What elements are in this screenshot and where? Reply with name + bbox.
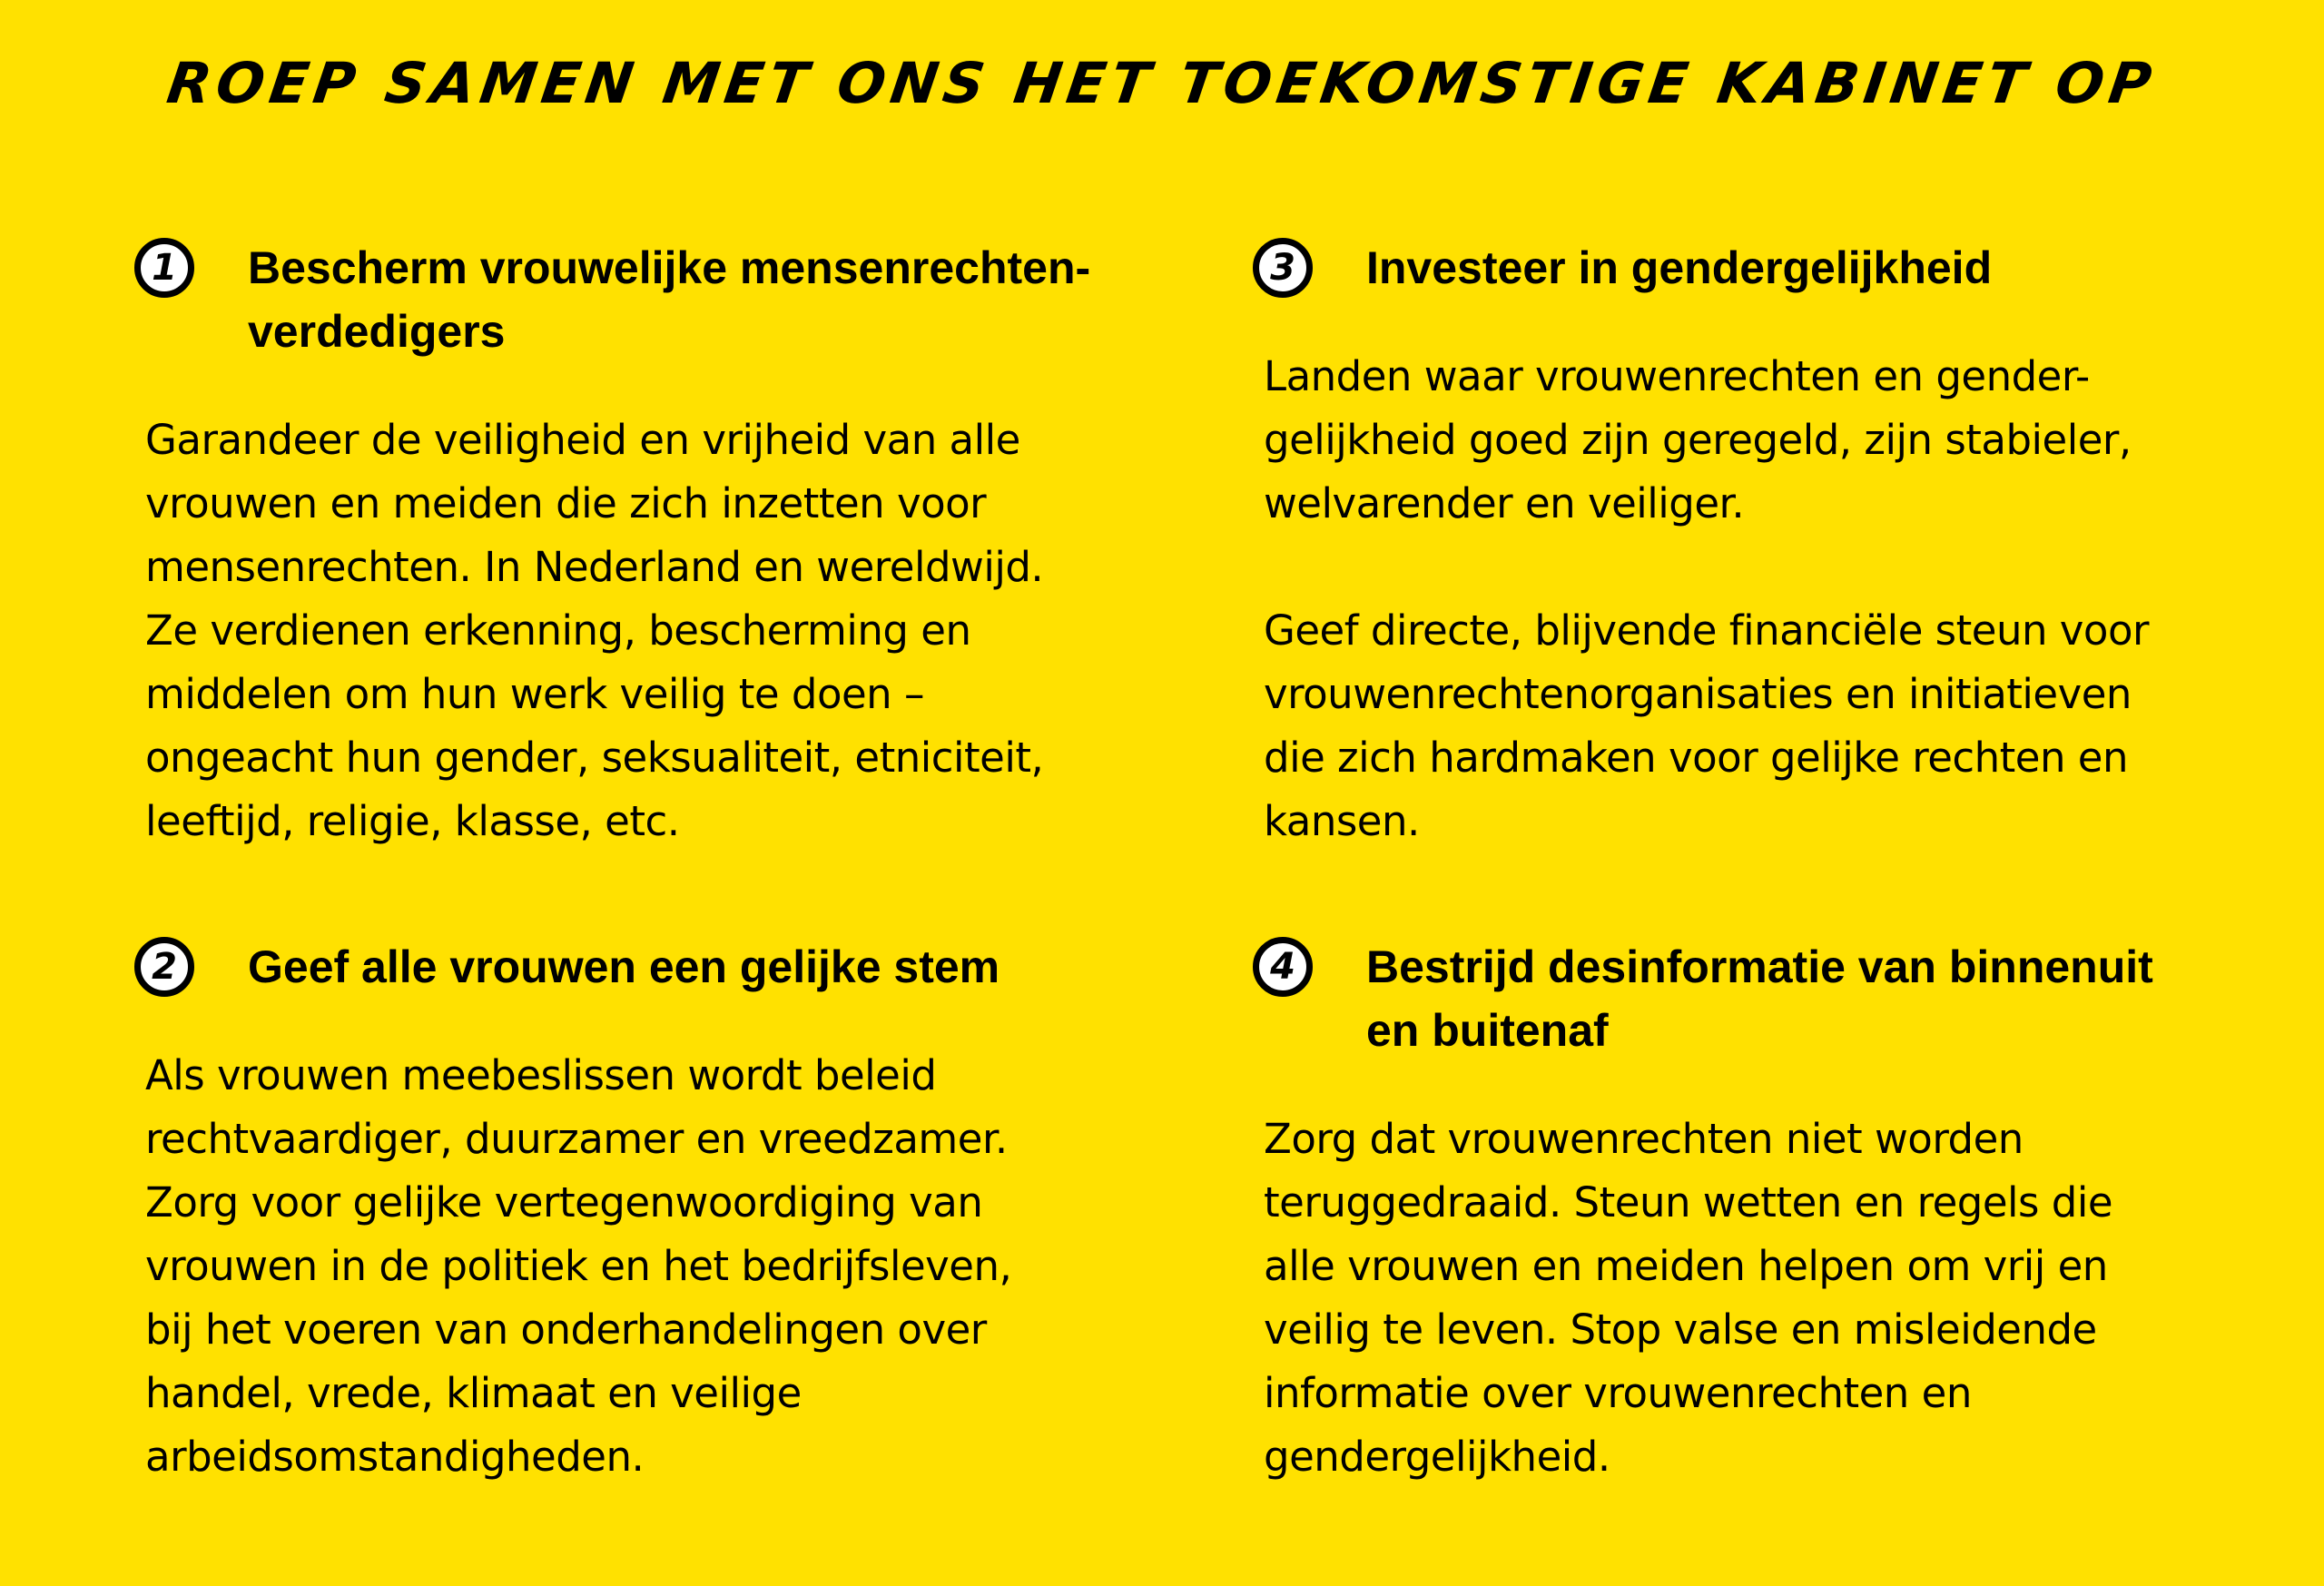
demand-body: Zorg dat vrouwenrechten niet worden teruggedraaid. Steun wetten en regels die alle vrouwen en meiden helpen om vrij en veilig te leven. Stop valse en misleidende informatie over vrouwenrechten en gendergelijkheid. [1264,1115,2113,1481]
demand-body: Als vrouwen meebeslissen wordt beleid rechtvaardiger, duurzamer en vreedzamer. Zorg voor gelijke vertegenwoordiging van vrouwen in de politiek en het bedrijfsleven, bij het voeren van onderhandelingen over handel, vrede, klimaat en veilige arbeidsomstandigheden. [145,1051,1012,1481]
demand-header [134,935,1097,999]
demand-body: Garandeer de veiligheid en vrijheid van alle vrouwen en meiden die zich inzetten voor mensenrechten. In Nederland en wereldwijd. Ze verdienen erkenning, bescherming en middelen om hun werk veilig te doen – ongeacht hun gender, seksualiteit, etniciteit, leeftijd, religie, klasse, etc. [145,416,1044,845]
number-badge-icon: 2 [134,937,194,997]
headline: ROEP SAMEN MET ONS HET TOEKOMSTIGE KABINET OP [162,50,2162,116]
demand-header [1253,935,2215,1062]
demand-title: Bestrijd desinformatie van binnenuit en buitenaf [1366,941,2153,1056]
demand-header [1253,236,2215,300]
demand-title: Investeer in gendergelijkheid [1366,242,1993,293]
demand-item-1 [134,236,1097,853]
demand-item-4 [1253,935,2215,1489]
number-badge-icon: 3 [1253,238,1313,298]
demand-header [134,236,1097,363]
number-badge-icon: 4 [1253,937,1313,997]
demand-item-3 [1253,236,2215,853]
demand-title: Bescherm vrouwelijke mensenrechten- verdedigers [248,242,1091,357]
number-badge-icon: 1 [134,238,194,298]
demand-body: Landen waar vrouwenrechten en gender- gelijkheid goed zijn geregeld, zijn stabieler, welvarender en veiliger. Geef directe, blijvende financiële steun voor vrouwenrechtenorganisaties en initiatieven die zich hardmaken voor gelijke rechten en kansen. [1264,352,2149,845]
demand-title: Geef alle vrouwen een gelijke stem [248,941,1000,992]
demand-item-2 [134,935,1097,1489]
